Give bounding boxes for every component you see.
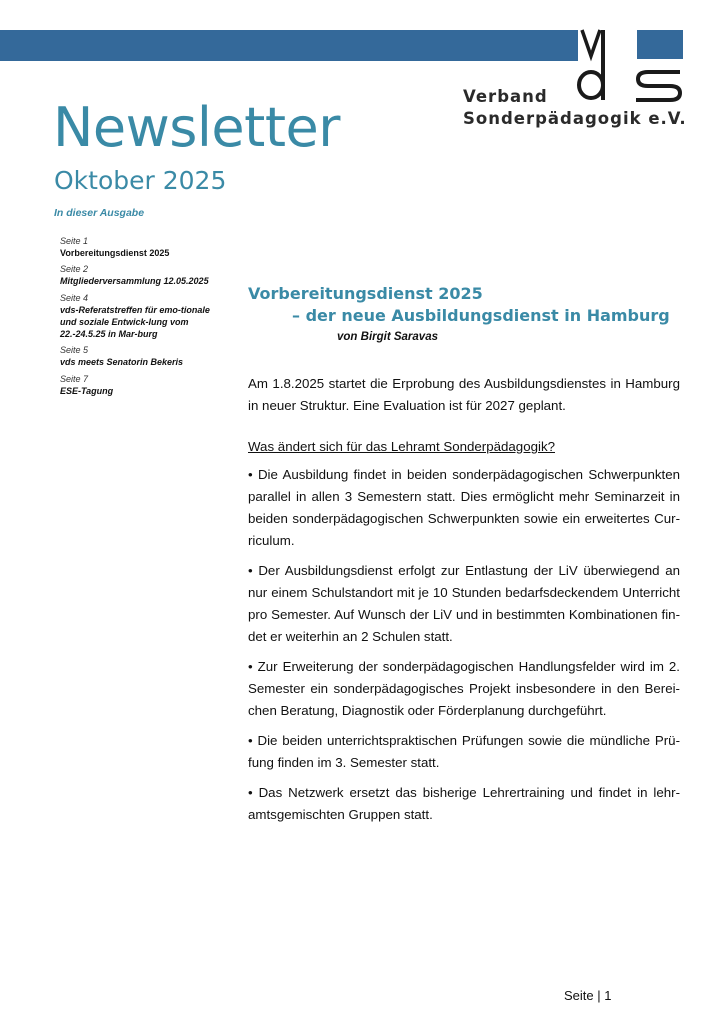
bullet-item: • Das Netzwerk ersetzt das bisherige Lehrertraining und findet in lehr-amtsgemischten Gruppen statt. bbox=[248, 785, 680, 822]
org-name-line1: Verband bbox=[463, 87, 548, 106]
toc-page-number: Seite 1 bbox=[60, 236, 89, 246]
toc-heading: In dieser Ausgabe bbox=[54, 207, 145, 219]
toc-item-4[interactable] bbox=[60, 293, 210, 341]
toc-page-number: Seite 5 bbox=[60, 345, 89, 356]
article-subtitle: – der neue Ausbildungsdienst in Hamburg bbox=[292, 306, 670, 325]
toc-item-title: vds-Referatstreffen für emo-tionale und soziale Entwick-lung vom 22.-24.5.25 in Mar-burg bbox=[60, 304, 210, 340]
toc-item-title: Vorbereitungsdienst 2025 bbox=[60, 248, 170, 258]
header-color-bar bbox=[0, 30, 578, 61]
organization-name bbox=[463, 86, 687, 130]
bullet-item: • Der Ausbildungsdienst erfolgt zur Entlastung der LiV überwiegend an nur einem Schulstandort mit je 10 Stunden bedarfsdeckendem Unterricht pro Semester. Auf Wunsch der LiV und in bestimmten Kombinationen fin-det er weiterhin an 2 Schulen statt. bbox=[248, 563, 680, 644]
toc-item-title: vds meets Senatorin Bekeris bbox=[60, 357, 184, 368]
article-intro: Am 1.8.2025 startet die Erprobung des Ausbildungsdienstes in Hamburg in neuer Struktur. Eine Evaluation ist für 2027 geplant. bbox=[248, 376, 680, 413]
article-body bbox=[248, 373, 680, 834]
article-author: von Birgit Saravas bbox=[337, 331, 438, 343]
table-of-contents bbox=[60, 236, 210, 402]
issue-date: Oktober 2025 bbox=[54, 166, 227, 195]
toc-page-number: Seite 7 bbox=[60, 373, 89, 384]
toc-item-1[interactable] bbox=[60, 236, 210, 259]
toc-item-title: ESE-Tagung bbox=[60, 385, 114, 396]
toc-item-7[interactable] bbox=[60, 374, 210, 397]
bullet-item: • Die beiden unterrichtspraktischen Prüfungen sowie die mündliche Prü-fung finden im 3. Semester statt. bbox=[248, 733, 680, 770]
newsletter-title: Newsletter bbox=[53, 96, 340, 159]
toc-item-2[interactable] bbox=[60, 264, 210, 287]
toc-page-number: Seite 4 bbox=[60, 292, 89, 303]
article-header bbox=[248, 283, 680, 345]
bullet-item: • Die Ausbildung findet in beiden sonderpädagogischen Schwerpunkten parallel in allen 3 Semestern statt. Dies ermöglicht mehr Seminarzeit in beiden sonderpädagogischen Schwerpunkten sowie ein erweitertes Cur-riculum. bbox=[248, 467, 680, 548]
org-name-line2: Sonderpädagogik e.V. bbox=[463, 109, 687, 128]
toc-page-number: Seite 2 bbox=[60, 264, 89, 275]
toc-item-5[interactable] bbox=[60, 345, 210, 368]
toc-item-title: Mitgliederversammlung 12.05.2025 bbox=[60, 276, 209, 287]
bullet-item: • Zur Erweiterung der sonderpädagogischen Handlungsfelder wird im 2. Semester ein sonderpädagogisches Projekt insbesondere in den Berei-chen Beratung, Diagnostik oder Förderplanung durchgeführt. bbox=[248, 659, 680, 718]
article-title: Vorbereitungsdienst 2025 bbox=[248, 284, 483, 303]
section-question: Was ändert sich für das Lehramt Sonderpädagogik? bbox=[248, 439, 555, 454]
page-number: Seite | 1 bbox=[564, 988, 612, 1003]
